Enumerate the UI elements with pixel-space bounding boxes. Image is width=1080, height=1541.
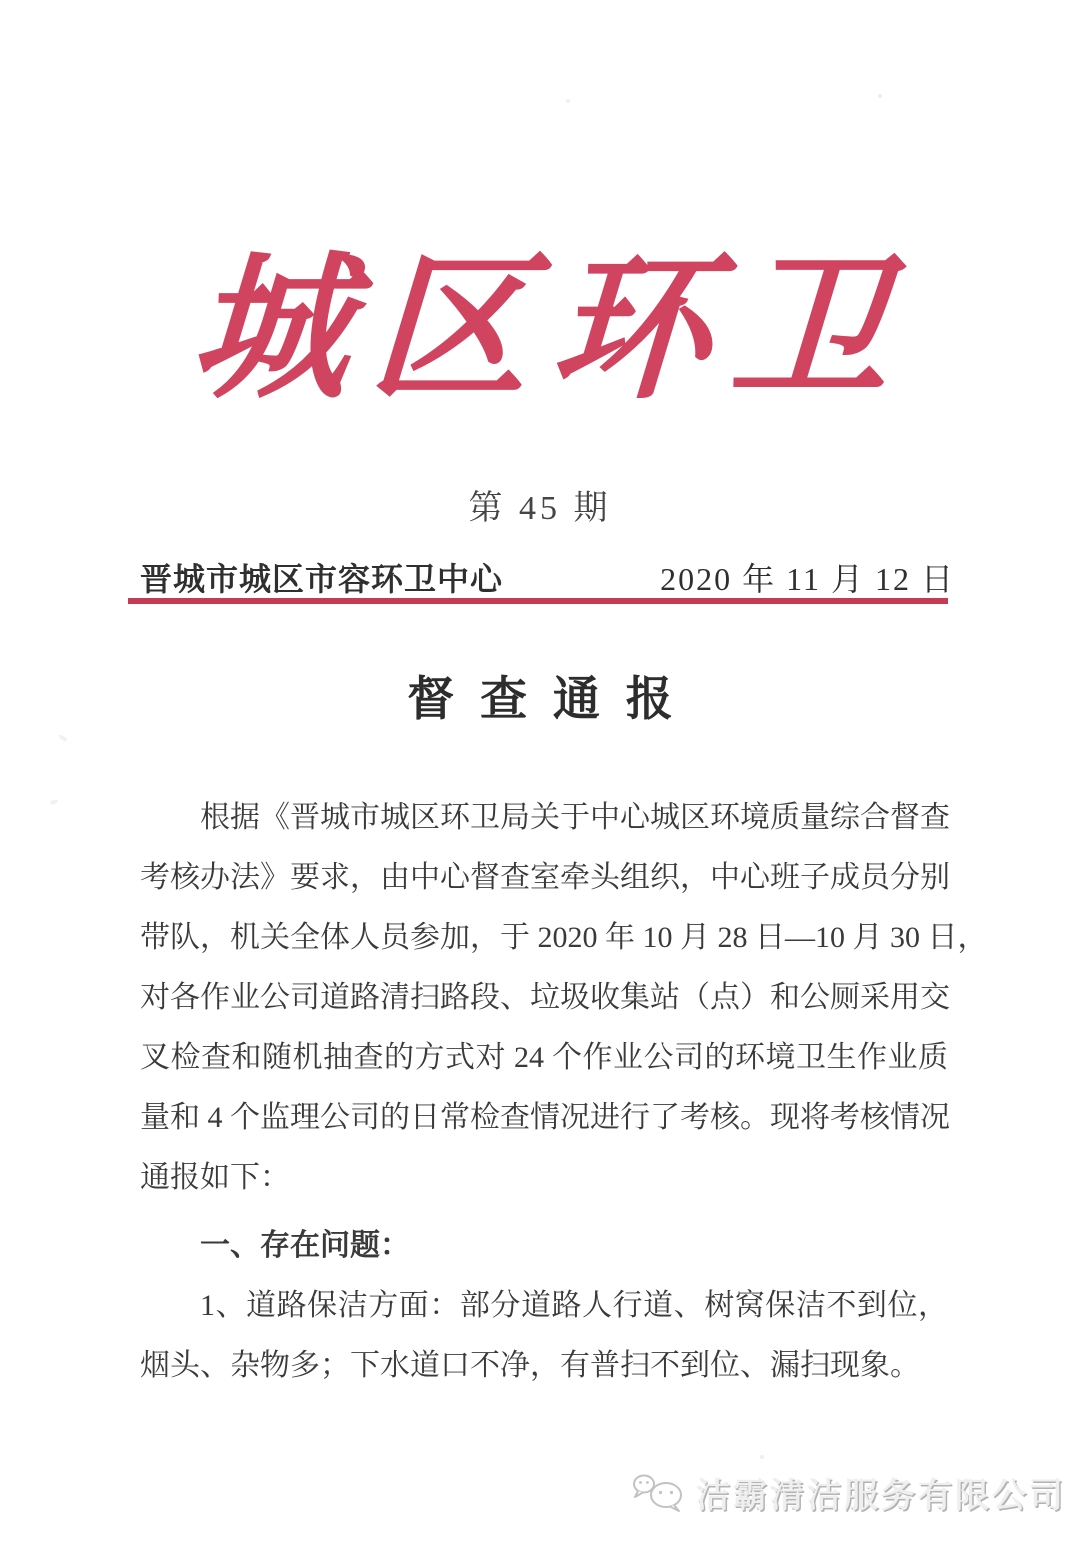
body-line: 量和 4 个监理公司的日常检查情况进行了考核。现将考核情况 [140,1101,950,1134]
section-heading: 一、存在问题： [200,1229,410,1262]
body-line: 1、道路保洁方面：部分道路人行道、树窝保洁不到位， [200,1289,948,1322]
body-line: 通报如下： [140,1161,290,1194]
body-line: 考核办法》要求，由中心督查室牵头组织，中心班子成员分别 [140,861,950,894]
scan-speck [566,99,570,103]
watermark-company: 洁霸清洁服务有限公司 [696,1477,1066,1515]
watermark [630,1468,1066,1517]
header-row [140,554,955,600]
body-line: 根据《晋城市城区环卫局关于中心城区环境质量综合督查 [200,801,950,834]
masthead-title: 城区环卫 [186,243,916,418]
document-title: 督查通报 [407,674,699,726]
scan-speck [760,1455,764,1459]
issue-number: 第 45 期 [468,490,612,527]
wechat-chat-icon [630,1471,688,1515]
publish-date: 2020 年 11 月 12 日 [660,561,955,597]
body-line: 叉检查和随机抽查的方式对 24 个作业公司的环境卫生作业质 [140,1041,948,1074]
scan-speck [50,799,59,805]
scan-speck [878,94,882,98]
scan-speck [58,733,68,742]
body-line: 对各作业公司道路清扫路段、垃圾收集站（点）和公厕采用交 [140,981,950,1014]
header-divider-rule [128,598,948,604]
body-line: 带队，机关全体人员参加，于 2020 年 10 月 28 日—10 月 30 日， [140,921,988,954]
body-line: 烟头、杂物多；下水道口不净，有普扫不到位、漏扫现象。 [140,1349,920,1382]
publisher-name: 晋城市城区市容环卫中心 [140,561,504,597]
document-body [140,788,988,1396]
